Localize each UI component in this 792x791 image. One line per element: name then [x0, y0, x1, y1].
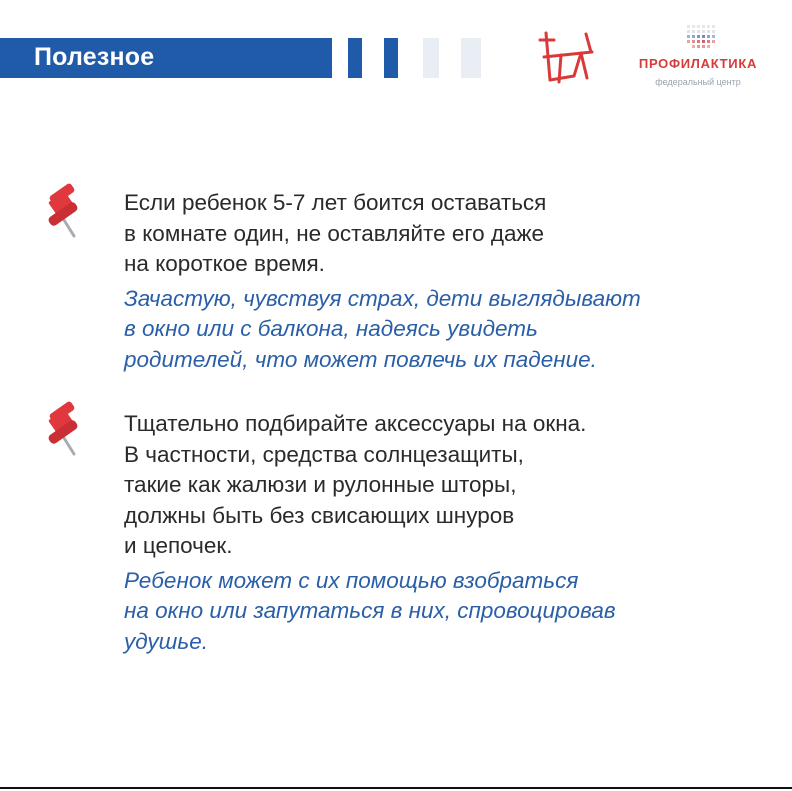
tip-main-text: Тщательно подбирайте аксессуары на окна. В частности, средства солнцезащиты, такие как жалюзи и рулонные шторы, должны быть без свисающих шнуров и цепочек.: [124, 411, 587, 558]
tip-item: [124, 188, 764, 375]
page-title: Полезное: [34, 43, 155, 71]
logo-name: ПРОФИЛАКТИКА: [638, 56, 758, 71]
pushpin-icon: [38, 396, 94, 460]
pixel-flag-icon: [684, 23, 720, 49]
tip-item: [124, 409, 764, 657]
tip-main-text: Если ребенок 5-7 лет боится оставаться в комнате один, не оставляйте его даже на короткое время.: [124, 190, 547, 276]
logo-subtitle: федеральный центр: [655, 77, 741, 87]
header-stripe: [423, 38, 439, 78]
tip-note-text: Ребенок может с их помощью взобраться на окно или запутаться в них, спровоцировав удушье.: [124, 567, 616, 654]
header-stripe: [348, 38, 362, 78]
bottom-divider: [0, 787, 792, 789]
header-stripe: [384, 38, 398, 78]
header-stripe: [461, 38, 481, 78]
tip-note-text: Зачастую, чувствуя страх, дети выглядывают в окно или с балкона, надеясь увидеть родителей, что может повлечь их падение.: [124, 285, 641, 372]
chair-logo-icon: [536, 30, 594, 86]
pushpin-icon: [38, 178, 94, 242]
